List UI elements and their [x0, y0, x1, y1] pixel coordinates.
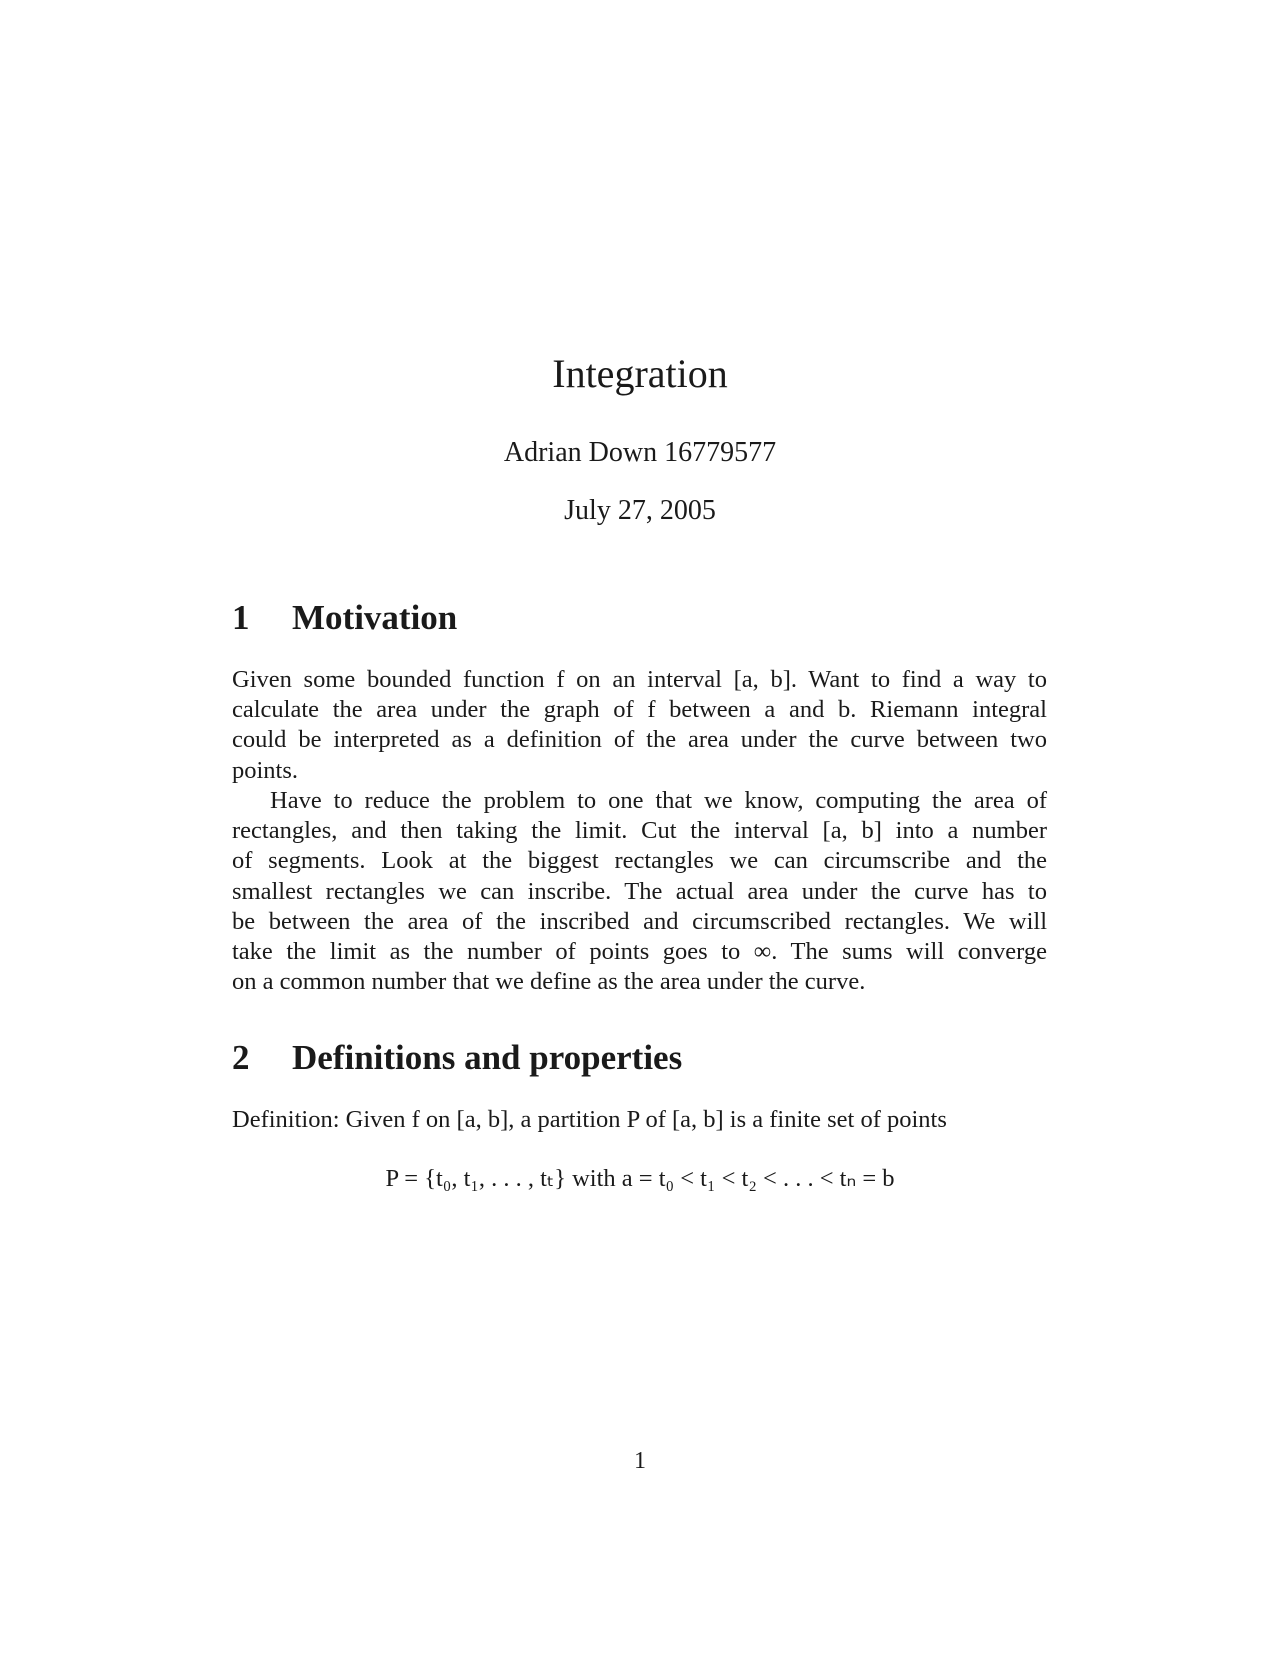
section-title: Definitions and properties	[292, 1038, 683, 1077]
paragraph-line: of segments. Look at the biggest rectangles we can circumscribe and the	[232, 847, 1047, 875]
paragraph-line: Given some bounded function f on an interval [a, b]. Want to find a way to	[232, 666, 1047, 693]
definition-text: Definition: Given f on [a, b], a partition P of [a, b] is a finite set of points	[232, 1106, 947, 1133]
document-title: Integration	[552, 351, 728, 396]
page-number: 1	[634, 1448, 646, 1474]
section-heading-motivation	[232, 598, 457, 638]
author-line: Adrian Down 16779577	[503, 437, 777, 468]
paragraph-line: smallest rectangles we can inscribe. The actual area under the curve has to	[232, 877, 1047, 905]
paragraph-line: rectangles, and then taking the limit. Cut the interval [a, b] into a number	[232, 817, 1047, 845]
paragraph-line: on a common number that we define as the area under the curve.	[232, 968, 866, 996]
section-number: 1	[232, 598, 250, 637]
paragraph-line: could be interpreted as a definition of the area under the curve between two	[232, 726, 1047, 754]
section-number: 2	[232, 1038, 250, 1077]
paragraph-motivation-2	[232, 786, 1047, 997]
partition-formula: P = {t₀, t₁, . . . , tₜ} with a = t₀ < t₁ < t₂ < . . . < tₙ = b	[385, 1165, 895, 1192]
paragraph-motivation-1	[232, 665, 1047, 786]
section-title: Motivation	[292, 598, 458, 637]
document-date: July 27, 2005	[564, 495, 716, 526]
paragraph-line: take the limit as the number of points goes to ∞. The sums will converge	[232, 938, 1047, 966]
paragraph-line: Have to reduce the problem to one that we know, computing the area of	[270, 787, 1047, 814]
section-heading-definitions	[232, 1038, 682, 1078]
paragraph-line: points.	[232, 756, 299, 784]
paragraph-line: be between the area of the inscribed and circumscribed rectangles. We will	[232, 907, 1047, 935]
paragraph-line: calculate the area under the graph of f between a and b. Riemann integral	[232, 696, 1047, 724]
